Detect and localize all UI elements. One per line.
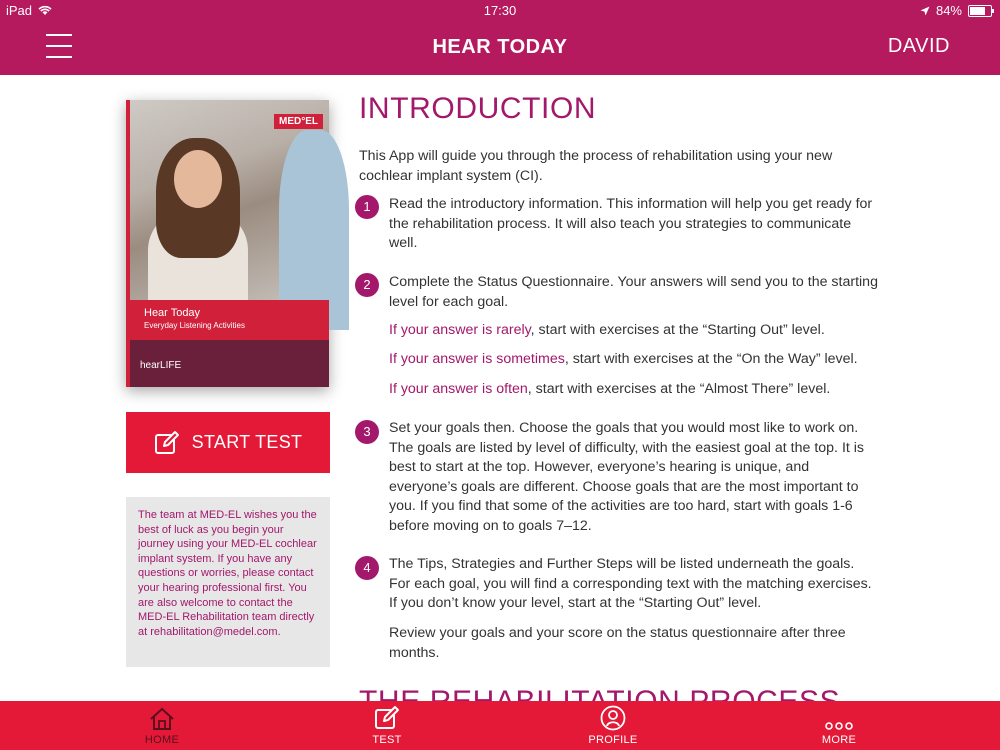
device-label: iPad — [6, 3, 33, 18]
edit-icon — [154, 430, 180, 456]
step-text: Set your goals then. Choose the goals that you would most like to work on. The goals are listed by level of difficulty, with the easiest goal at the top. It is best to start at the top. However, everyone’s hearing is unique, and everyone’s goals are different. Choose goals that are the most important to you. If you find that some of the activities are too hard, start with goals 1-6 before moving on to goals 7–12. — [389, 420, 865, 534]
answer-line — [389, 380, 889, 400]
step-text: Complete the Status Questionnaire. Your answers will send you to the starting level for each goal. — [389, 274, 878, 310]
review-text: Review your goals and your score on the status questionnaire after three months. — [389, 625, 846, 661]
start-test-button[interactable] — [126, 412, 330, 473]
step-text: Read the introductory information. This information will help you get ready for the rehabilitation process. It will also teach you strategies to communicate well. — [389, 196, 873, 252]
tab-label: MORE — [821, 734, 857, 746]
top-nav-bar — [0, 20, 1000, 75]
book-footer: hearLIFE — [140, 360, 182, 371]
tab-label: TEST — [372, 734, 402, 746]
step-number: 2 — [355, 273, 379, 297]
location-arrow-icon — [920, 6, 930, 16]
user-name-button[interactable]: DAVID — [887, 35, 950, 57]
bottom-tab-bar — [0, 701, 1000, 750]
app-title: HEAR TODAY — [432, 36, 568, 58]
status-bar — [0, 0, 1000, 20]
answer-highlight: If your answer is often — [389, 381, 528, 397]
home-icon — [149, 707, 175, 731]
step-number: 4 — [355, 556, 379, 580]
answer-rest: , start with exercises at the “Starting Out” level. — [530, 322, 825, 338]
answer-highlight: If your answer is sometimes — [389, 351, 565, 367]
start-test-label: START TEST — [191, 432, 303, 452]
tab-more[interactable] — [779, 701, 899, 750]
step-number: 1 — [355, 195, 379, 219]
page-title: INTRODUCTION — [359, 92, 597, 125]
answer-rest: , start with exercises at the “Almost There” level. — [527, 381, 831, 397]
step-number: 3 — [355, 420, 379, 444]
book-title: Hear Today — [144, 307, 201, 319]
answer-line — [389, 350, 889, 370]
tab-label: HOME — [144, 734, 180, 746]
tab-profile[interactable] — [553, 701, 673, 750]
answer-rest: , start with exercises at the “On the Way” level. — [564, 351, 858, 367]
more-icon — [824, 721, 854, 731]
answer-highlight: If your answer is rarely — [389, 322, 531, 338]
step-text: The Tips, Strategies and Further Steps will be listed underneath the goals. For each goal, you will find a corresponding text with the matching exercises. If you don’t know your level, start at the “Starting Out” level. — [389, 556, 872, 612]
tab-label: PROFILE — [588, 734, 638, 746]
profile-icon — [600, 705, 626, 731]
intro-text: This App will guide you through the process of rehabilitation using your new cochlear implant system (CI). — [359, 148, 833, 184]
status-time: 17:30 — [483, 3, 517, 18]
greeting-note: The team at MED-EL wishes you the best of luck as you begin your journey using your MED-EL cochlear implant system. If you have any questions or worries, please contact your hearing professional first. You are also welcome to contact the MED-EL Rehabilitation team directly at rehabilitation@medel.com. — [126, 497, 330, 667]
book-cover-image — [126, 100, 329, 387]
tab-test[interactable] — [327, 701, 447, 750]
main-content[interactable] — [0, 75, 1000, 701]
brand-logo: MED°EL — [274, 114, 323, 129]
battery-percent: 84% — [935, 3, 962, 18]
book-subtitle: Everyday Listening Activities — [144, 321, 245, 330]
battery-icon — [968, 5, 992, 17]
edit-icon — [374, 705, 400, 731]
answer-line — [389, 321, 889, 341]
tab-home[interactable] — [102, 701, 222, 750]
